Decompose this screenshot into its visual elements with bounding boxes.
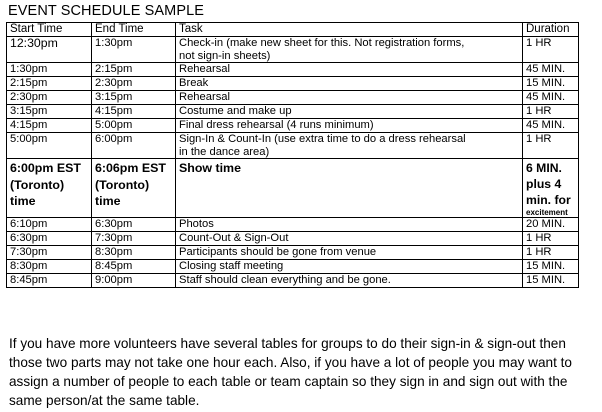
header-task: Task: [176, 23, 523, 37]
cell-end-time: 1:30pm: [92, 37, 176, 63]
table-row: [7, 218, 579, 232]
table-row: [7, 105, 579, 119]
page-title: EVENT SCHEDULE SAMPLE: [8, 3, 205, 19]
cell-end-time: 6:06pm EST (Toronto) time: [92, 159, 176, 218]
cell-task: Rehearsal: [176, 91, 523, 105]
cell-start-time: 7:30pm: [7, 246, 92, 260]
cell-end-time: 2:30pm: [92, 77, 176, 91]
cell-duration: 45 MIN.: [523, 119, 579, 133]
cell-duration: 1 HR: [523, 246, 579, 260]
header-duration: Duration: [523, 23, 579, 37]
cell-duration: 15 MIN.: [523, 260, 579, 274]
duration-main: 6 MIN. plus 4 min. for: [526, 161, 571, 207]
cell-task: Final dress rehearsal (4 runs minimum): [176, 119, 523, 133]
table-row: [7, 37, 579, 63]
cell-start-time: 1:30pm: [7, 63, 92, 77]
cell-duration: 1 HR: [523, 232, 579, 246]
table-header-row: [7, 23, 579, 37]
cell-duration: 1 HR: [523, 37, 579, 63]
cell-end-time: 8:45pm: [92, 260, 176, 274]
duration-note: excitement: [526, 208, 568, 217]
table-row: [7, 119, 579, 133]
cell-duration: 15 MIN.: [523, 274, 579, 288]
cell-start-time: 12:30pm: [7, 37, 92, 63]
cell-task: Rehearsal: [176, 63, 523, 77]
table-row: [7, 133, 579, 159]
cell-end-time: 4:15pm: [92, 105, 176, 119]
cell-start-time: 2:15pm: [7, 77, 92, 91]
cell-task: Check-in (make new sheet for this. Not registration forms, not sign-in sheets): [176, 37, 523, 63]
cell-start-time: 6:30pm: [7, 232, 92, 246]
cell-duration: [523, 159, 579, 218]
cell-task: Sign-In & Count-In (use extra time to do a dress rehearsal in the dance area): [176, 133, 523, 159]
cell-task: Photos: [176, 218, 523, 232]
header-end-time: End Time: [92, 23, 176, 37]
cell-start-time: 8:30pm: [7, 260, 92, 274]
cell-duration: 1 HR: [523, 105, 579, 119]
cell-task: Participants should be gone from venue: [176, 246, 523, 260]
cell-start-time: 4:15pm: [7, 119, 92, 133]
cell-task: Count-Out & Sign-Out: [176, 232, 523, 246]
cell-duration: 45 MIN.: [523, 91, 579, 105]
cell-task: Break: [176, 77, 523, 91]
table-row: [7, 246, 579, 260]
cell-duration: 15 MIN.: [523, 77, 579, 91]
cell-end-time: 7:30pm: [92, 232, 176, 246]
cell-task: Closing staff meeting: [176, 260, 523, 274]
cell-start-time: 5:00pm: [7, 133, 92, 159]
cell-task: Costume and make up: [176, 105, 523, 119]
schedule-table: [6, 22, 579, 288]
table-row-show-time: [7, 159, 579, 218]
cell-end-time: 6:00pm: [92, 133, 176, 159]
cell-task: Show time: [176, 159, 523, 218]
cell-start-time: 3:15pm: [7, 105, 92, 119]
cell-end-time: 2:15pm: [92, 63, 176, 77]
cell-start-time: 2:30pm: [7, 91, 92, 105]
cell-end-time: 3:15pm: [92, 91, 176, 105]
cell-end-time: 8:30pm: [92, 246, 176, 260]
cell-task: Staff should clean everything and be gone.: [176, 274, 523, 288]
cell-duration: 20 MIN.: [523, 218, 579, 232]
table-row: [7, 232, 579, 246]
notes-paragraph: If you have more volunteers have several tables for groups to do their sign-in & sign-out then those two parts may not take one hour each. Also, if you have a lot of people you may want to assign a number of people to each table or team captain so they sign in and sign out with the same person/at the same table.: [9, 335, 572, 408]
cell-end-time: 9:00pm: [92, 274, 176, 288]
table-row: [7, 274, 579, 288]
cell-end-time: 5:00pm: [92, 119, 176, 133]
cell-start-time: 6:10pm: [7, 218, 92, 232]
table-row: [7, 63, 579, 77]
cell-start-time: 6:00pm EST (Toronto) time: [7, 159, 92, 218]
cell-end-time: 6:30pm: [92, 218, 176, 232]
cell-duration: 1 HR: [523, 133, 579, 159]
cell-start-time: 8:45pm: [7, 274, 92, 288]
header-start-time: Start Time: [7, 23, 92, 37]
table-row: [7, 260, 579, 274]
cell-duration: 45 MIN.: [523, 63, 579, 77]
table-row: [7, 77, 579, 91]
table-row: [7, 91, 579, 105]
